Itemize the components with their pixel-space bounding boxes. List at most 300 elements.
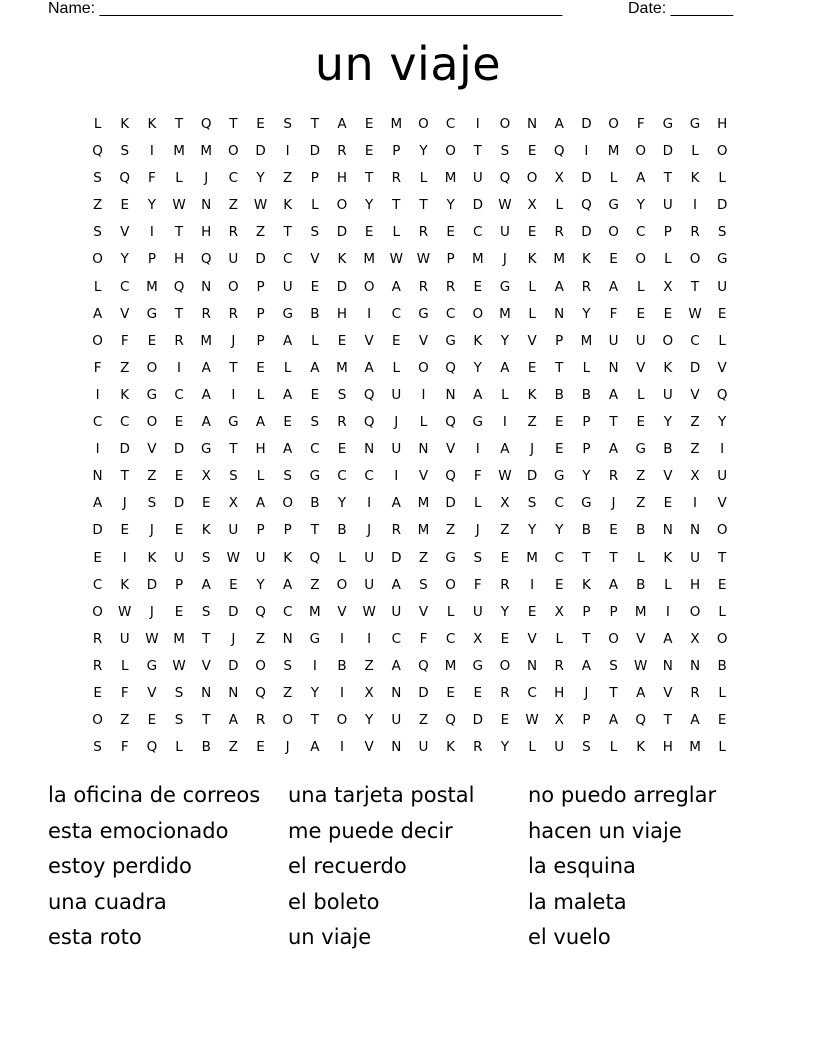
grid-letter: O [662, 332, 674, 349]
grid-letter: E [147, 712, 157, 729]
grid-letter: J [475, 522, 480, 539]
grid-letter: K [636, 739, 646, 756]
grid-letter: Q [200, 251, 212, 268]
grid-letter: U [472, 170, 483, 187]
grid-letter: M [336, 359, 348, 376]
grid-letter: I [339, 630, 344, 647]
grid-letter: A [255, 495, 266, 512]
grid-letter: G [309, 468, 321, 485]
grid-letter: E [93, 684, 102, 701]
grid-letter: E [473, 684, 483, 701]
grid-letter: V [147, 684, 157, 701]
grid-letter: A [391, 495, 401, 512]
grid-letter: T [582, 549, 591, 566]
grid-letter: E [256, 739, 265, 756]
grid-letter: R [92, 657, 103, 674]
grid-letter: D [336, 278, 348, 295]
grid-letter: A [255, 414, 266, 431]
grid-letter: S [229, 468, 238, 485]
grid-letter: L [256, 386, 265, 403]
grid-letter: M [499, 305, 511, 322]
grid-letter: U [391, 603, 402, 620]
grid-letter: S [174, 684, 184, 701]
grid-letter: V [445, 441, 456, 458]
grid-letter: S [582, 739, 591, 756]
grid-letter: D [418, 684, 429, 701]
grid-letter: L [555, 630, 563, 647]
grid-letter: C [120, 278, 130, 295]
grid-letter: E [663, 305, 673, 322]
grid-letter: A [201, 386, 211, 403]
grid-letter: G [146, 386, 158, 403]
grid-letter: I [339, 684, 344, 701]
grid-letter: J [204, 170, 209, 187]
grid-letter: L [718, 684, 726, 701]
grid-letter: M [390, 116, 403, 132]
grid-letter: U [662, 386, 673, 403]
grid-letter: V [147, 441, 157, 458]
grid-letter: S [310, 224, 320, 241]
grid-letter: V [310, 251, 320, 268]
grid-letter: Y [256, 576, 265, 593]
grid-letter: L [446, 603, 455, 620]
grid-row [84, 409, 736, 436]
grid-letter: J [122, 495, 127, 512]
grid-letter: G [472, 414, 483, 431]
grid-letter: P [663, 224, 672, 241]
grid-letter: C [174, 386, 184, 403]
grid-letter: L [93, 278, 102, 295]
grid-letter: F [473, 468, 482, 485]
grid-letter: F [120, 332, 129, 349]
grid-letter: D [309, 143, 321, 160]
grid-letter: O [716, 630, 728, 647]
grid-letter: E [337, 441, 347, 458]
grid-letter: O [228, 278, 239, 295]
grid-letter: Y [419, 143, 428, 160]
grid-letter: L [718, 739, 726, 756]
grid-letter: G [445, 549, 456, 566]
grid-letter: Q [418, 657, 429, 674]
grid-letter: Y [446, 197, 455, 214]
grid-letter: L [256, 468, 265, 485]
grid-letter: R [445, 278, 456, 295]
grid-letter: N [391, 739, 402, 756]
grid-letter: O [689, 603, 701, 620]
grid-letter: Z [636, 495, 646, 512]
grid-letter: K [581, 576, 591, 593]
grid-letter: F [473, 576, 482, 593]
grid-letter: X [690, 630, 700, 647]
grid-letter: Q [92, 143, 103, 160]
grid-letter: V [418, 468, 429, 485]
grid-letter: L [392, 224, 401, 241]
grid-row [84, 463, 736, 490]
grid-letter: I [475, 441, 480, 458]
grid-letter: E [527, 359, 537, 376]
grid-letter: Z [228, 197, 238, 214]
grid-letter: O [445, 576, 456, 593]
grid-letter: G [554, 468, 565, 485]
grid-letter: G [418, 305, 429, 322]
grid-letter: R [92, 630, 103, 647]
grid-letter: I [693, 197, 697, 214]
grid-letter: L [175, 739, 183, 756]
grid-letter: A [228, 712, 238, 729]
grid-letter: L [582, 359, 591, 376]
grid-letter: D [228, 603, 239, 620]
grid-letter: K [283, 549, 293, 566]
word-bank-item: el vuelo [528, 925, 611, 950]
grid-row [84, 192, 736, 219]
grid-letter: J [530, 441, 535, 458]
grid-letter: D [119, 441, 130, 458]
grid-letter: Y [663, 414, 672, 431]
grid-letter: A [636, 170, 646, 187]
grid-letter: E [636, 414, 645, 431]
grid-letter: L [636, 386, 645, 403]
grid-letter: F [636, 116, 645, 132]
grid-letter: B [554, 386, 564, 403]
grid-letter: U [391, 712, 402, 729]
grid-letter: P [582, 441, 591, 458]
grid-letter: R [581, 278, 592, 295]
grid-letter: N [527, 116, 538, 132]
grid-letter: V [418, 603, 429, 620]
grid-letter: Z [500, 522, 510, 539]
grid-letter: H [255, 441, 266, 458]
grid-letter: E [174, 468, 184, 485]
grid-letter: Z [418, 712, 429, 729]
grid-letter: D [581, 170, 592, 187]
grid-letter: E [174, 522, 184, 539]
grid-letter: S [419, 576, 428, 593]
grid-letter: T [392, 197, 401, 214]
grid-letter: S [147, 495, 157, 512]
grid-letter: X [228, 495, 238, 512]
grid-letter: O [499, 657, 511, 674]
grid-letter: E [717, 712, 727, 729]
grid-letter: G [581, 495, 592, 512]
grid-letter: F [419, 630, 428, 647]
grid-letter: B [581, 386, 592, 403]
grid-letter: A [554, 116, 564, 132]
word-bank-item: una tarjeta postal [288, 783, 475, 807]
grid-letter: U [364, 549, 375, 566]
grid-letter: E [554, 441, 564, 458]
grid-row [84, 734, 736, 761]
grid-letter: R [201, 305, 211, 322]
grid-letter: U [391, 441, 402, 458]
grid-letter: P [582, 603, 591, 620]
grid-letter: A [636, 684, 646, 701]
grid-letter: L [718, 332, 726, 349]
grid-letter: Z [418, 549, 429, 566]
grid-letter: B [310, 495, 320, 512]
grid-letter: J [285, 739, 290, 756]
grid-letter: A [690, 712, 700, 729]
grid-letter: R [174, 332, 184, 349]
word-bank [48, 778, 768, 956]
grid-letter: O [418, 359, 429, 376]
grid-letter: M [417, 522, 430, 539]
grid-letter: F [609, 305, 618, 322]
word-bank-item: estoy perdido [48, 854, 192, 879]
grid-letter: O [689, 251, 701, 268]
grid-letter: Q [445, 359, 456, 376]
grid-letter: D [472, 197, 483, 214]
grid-letter: M [417, 495, 430, 512]
grid-letter: M [471, 251, 484, 268]
grid-letter: B [717, 657, 727, 674]
grid-letter: E [554, 414, 564, 431]
grid-letter: P [310, 170, 319, 187]
grid-letter: C [310, 441, 320, 458]
grid-letter: V [690, 386, 700, 403]
grid-letter: O [92, 251, 103, 268]
grid-letter: L [120, 657, 129, 674]
grid-letter: R [500, 684, 510, 701]
grid-letter: L [528, 278, 536, 295]
grid-letter: S [283, 657, 292, 674]
grid-letter: K [663, 359, 673, 376]
grid-row [84, 246, 736, 273]
grid-letter: T [582, 630, 591, 647]
grid-letter: K [663, 549, 673, 566]
grid-letter: I [367, 630, 372, 647]
grid-letter: C [554, 549, 564, 566]
grid-letter: S [93, 170, 102, 187]
grid-letter: D [526, 468, 538, 485]
date-field-label: Date: _______ [628, 0, 733, 17]
grid-letter: L [636, 278, 645, 295]
grid-letter: K [201, 522, 211, 539]
grid-letter: L [691, 143, 699, 160]
grid-letter: Z [310, 576, 320, 593]
grid-letter: E [717, 305, 727, 322]
grid-letter: S [201, 603, 211, 620]
grid-letter: G [146, 305, 158, 322]
grid-letter: S [310, 414, 320, 431]
grid-letter: O [92, 332, 103, 349]
grid-letter: Y [500, 603, 510, 620]
grid-letter: A [554, 278, 564, 295]
grid-letter: Y [337, 495, 347, 512]
grid-letter: C [635, 224, 646, 241]
grid-letter: L [93, 116, 102, 132]
grid-letter: E [473, 278, 483, 295]
grid-letter: A [608, 712, 619, 729]
grid-letter: T [663, 712, 672, 729]
grid-row [84, 653, 736, 680]
grid-letter: G [200, 441, 212, 458]
grid-letter: Q [173, 278, 185, 295]
grid-letter: R [608, 468, 619, 485]
grid-letter: Q [146, 739, 158, 756]
word-bank-item: la maleta [528, 889, 627, 914]
grid-letter: U [418, 739, 429, 756]
grid-letter: O [635, 143, 647, 160]
grid-row [84, 626, 736, 653]
grid-letter: Q [581, 197, 592, 214]
grid-letter: M [309, 603, 321, 620]
grid-letter: C [391, 630, 402, 647]
grid-letter: F [148, 170, 156, 187]
grid-letter: N [418, 441, 429, 458]
grid-letter: V [120, 305, 130, 322]
grid-letter: E [174, 414, 184, 431]
grid-letter: I [421, 386, 426, 403]
grid-letter: K [446, 739, 456, 756]
grid-letter: B [310, 305, 320, 322]
grid-letter: T [310, 712, 319, 729]
grid-letter: R [255, 712, 266, 729]
grid-letter: O [92, 603, 103, 620]
grid-letter: N [228, 684, 239, 701]
grid-letter: E [256, 116, 265, 132]
grid-letter: A [608, 576, 619, 593]
grid-letter: Y [500, 332, 510, 349]
grid-letter: N [282, 630, 293, 647]
grid-letter: C [391, 305, 402, 322]
grid-letter: V [636, 630, 646, 647]
grid-letter: O [146, 414, 158, 431]
grid-letter: T [609, 414, 618, 431]
grid-letter: O [445, 143, 456, 160]
grid-letter: Y [365, 197, 374, 214]
grid-letter: N [201, 684, 212, 701]
grid-letter: N [201, 278, 212, 295]
grid-letter: S [120, 143, 130, 160]
grid-letter: F [120, 684, 129, 701]
grid-letter: O [472, 305, 484, 322]
grid-letter: C [120, 414, 130, 431]
grid-letter: W [688, 305, 702, 322]
grid-row [84, 382, 736, 409]
grid-letter: T [473, 143, 482, 160]
grid-letter: N [662, 657, 673, 674]
grid-letter: T [310, 522, 319, 539]
grid-letter: X [554, 170, 564, 187]
grid-letter: W [172, 197, 186, 214]
grid-letter: A [201, 414, 211, 431]
grid-letter: V [636, 359, 646, 376]
grid-row [84, 680, 736, 707]
grid-letter: R [228, 305, 239, 322]
grid-letter: I [149, 143, 154, 160]
grid-letter: P [446, 251, 455, 268]
grid-letter: Z [228, 739, 238, 756]
grid-letter: E [147, 332, 157, 349]
grid-letter: M [173, 143, 185, 160]
grid-letter: E [527, 603, 537, 620]
grid-letter: L [528, 739, 536, 756]
grid-letter: M [444, 657, 457, 674]
grid-letter: G [689, 116, 701, 132]
grid-letter: J [149, 603, 154, 620]
grid-letter: E [554, 576, 564, 593]
grid-letter: W [145, 630, 159, 647]
grid-letter: U [174, 549, 184, 566]
grid-letter: R [418, 224, 429, 241]
grid-letter: F [120, 739, 129, 756]
grid-letter: S [717, 224, 727, 241]
grid-letter: O [499, 116, 511, 132]
grid-letter: Y [500, 739, 510, 756]
grid-letter: D [581, 116, 592, 132]
grid-letter: T [120, 468, 129, 485]
grid-letter: K [120, 576, 130, 593]
grid-letter: Z [147, 468, 157, 485]
grid-letter: M [363, 251, 375, 268]
grid-letter: O [336, 712, 348, 729]
grid-letter: C [554, 495, 564, 512]
grid-letter: E [337, 332, 347, 349]
grid-letter: U [364, 576, 375, 593]
grid-letter: R [337, 143, 347, 160]
grid-letter: C [473, 224, 483, 241]
grid-letter: I [231, 386, 236, 403]
grid-letter: A [283, 386, 293, 403]
grid-letter: E [120, 522, 129, 539]
grid-letter: E [201, 495, 211, 512]
grid-letter: I [177, 359, 182, 376]
grid-letter: Q [716, 386, 728, 403]
grid-row [84, 355, 736, 382]
grid-letter: W [525, 712, 539, 729]
grid-letter: P [147, 251, 156, 268]
grid-letter: E [310, 278, 320, 295]
grid-letter: H [717, 116, 728, 132]
grid-letter: E [93, 549, 102, 566]
grid-letter: E [364, 116, 374, 132]
grid-letter: E [446, 224, 455, 241]
word-bank-item: el boleto [288, 889, 380, 914]
grid-letter: Q [553, 143, 565, 160]
grid-letter: J [231, 332, 236, 349]
grid-letter: Q [445, 468, 456, 485]
grid-letter: L [609, 739, 618, 756]
grid-letter: X [201, 468, 211, 485]
grid-letter: W [362, 603, 376, 620]
grid-letter: K [120, 386, 130, 403]
grid-letter: E [609, 251, 618, 268]
grid-letter: H [662, 739, 673, 756]
grid-row [84, 572, 736, 599]
grid-letter: L [718, 603, 726, 620]
grid-letter: E [500, 630, 510, 647]
grid-letter: G [472, 657, 483, 674]
grid-letter: L [474, 495, 482, 512]
grid-letter: A [473, 386, 483, 403]
grid-letter: W [389, 251, 403, 268]
grid-letter: T [419, 197, 428, 214]
grid-letter: W [172, 657, 186, 674]
grid-letter: R [690, 684, 700, 701]
grid-letter: P [256, 305, 265, 322]
grid-letter: Q [119, 170, 131, 187]
grid-letter: I [367, 495, 372, 512]
grid-letter: L [392, 359, 401, 376]
letter-grid [84, 111, 736, 761]
grid-letter: R [554, 657, 564, 674]
grid-letter: L [175, 170, 183, 187]
grid-letter: C [282, 603, 293, 620]
grid-letter: C [364, 468, 374, 485]
grid-letter: T [609, 549, 618, 566]
grid-letter: Y [256, 170, 265, 187]
grid-letter: G [228, 414, 239, 431]
